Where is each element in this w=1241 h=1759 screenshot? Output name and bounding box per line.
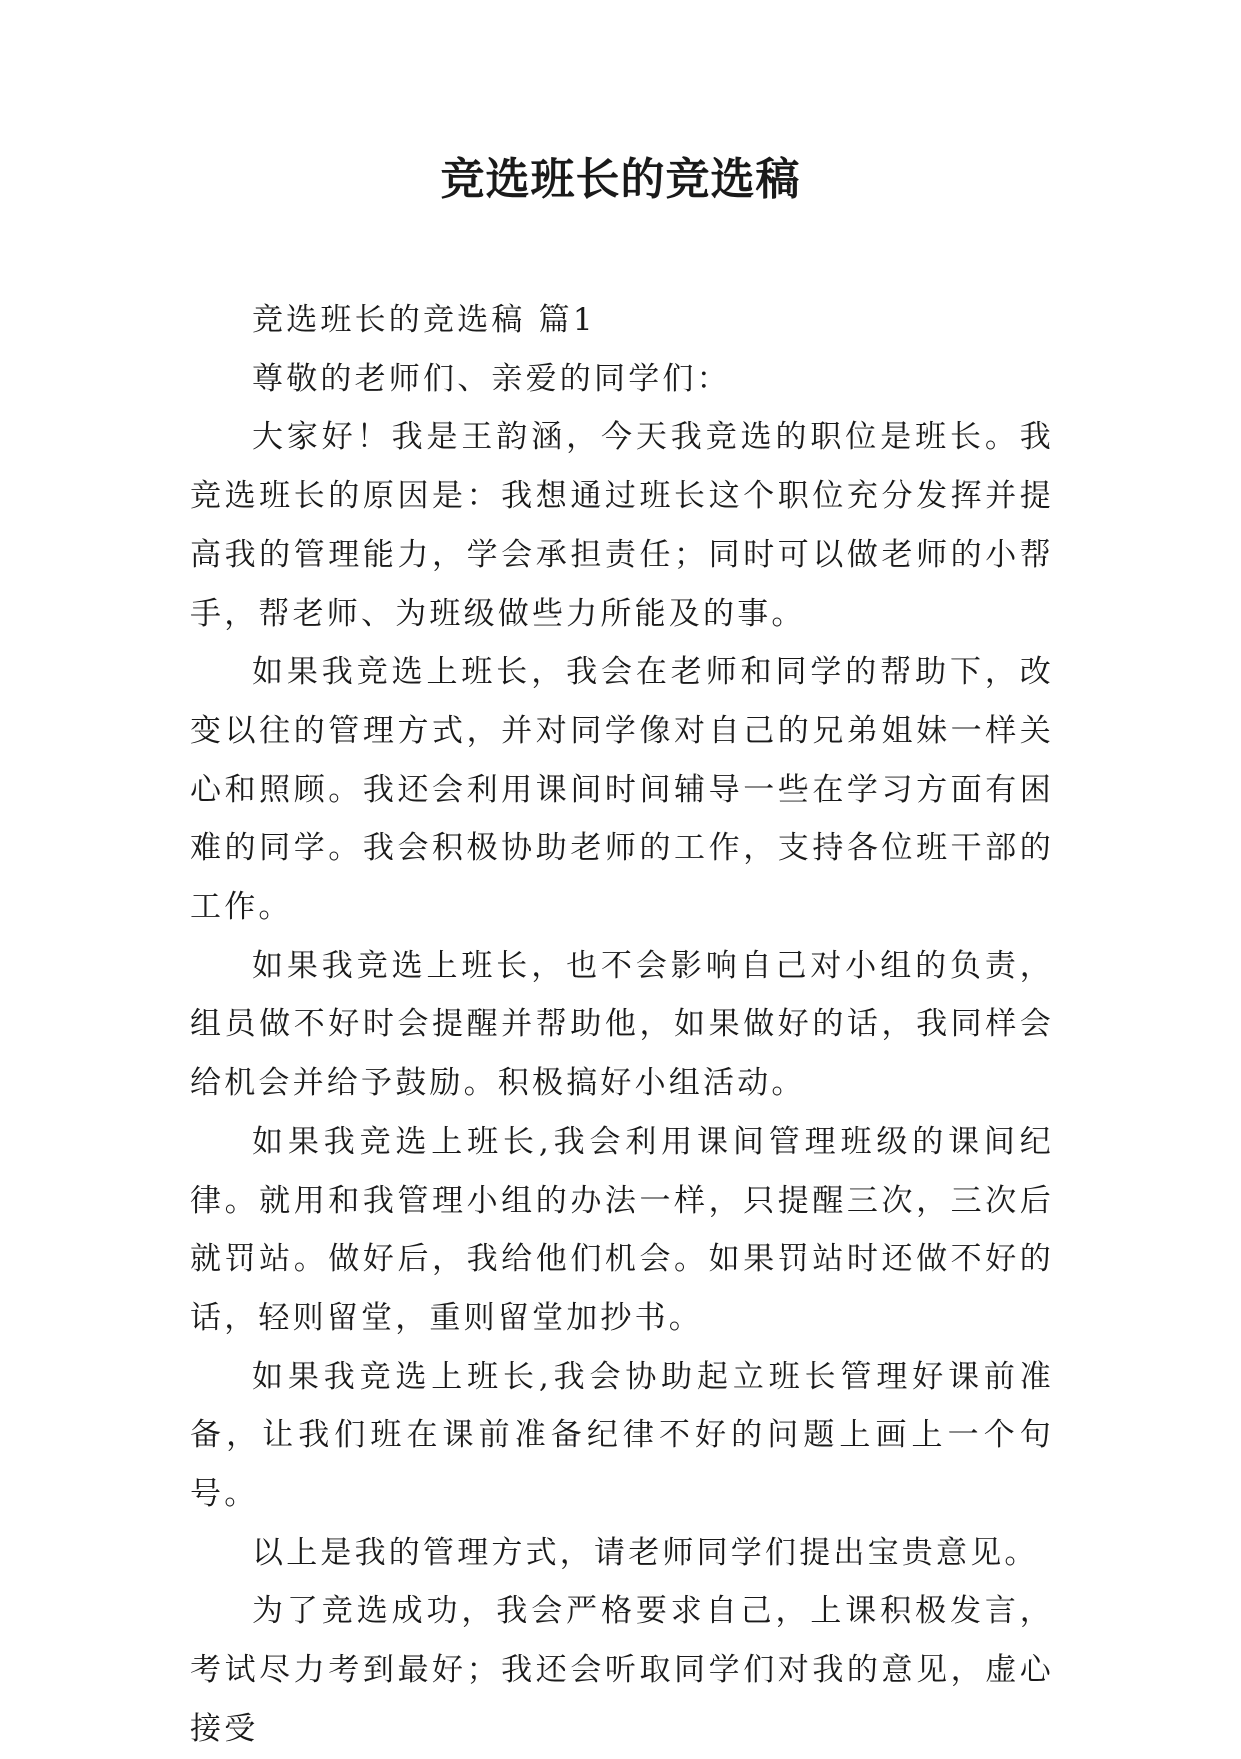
salutation: 尊敬的老师们、亲爱的同学们： <box>252 360 731 397</box>
body-paragraph: 如果我竞选上班长，也不会影响自己对小组的负责，组员做不好时会提醒并帮助他，如果做好的话，我同样会给机会并给予鼓励。积极搞好小组活动。 <box>190 947 1054 1102</box>
body-paragraph: 如果我竞选上班长，我会在老师和同学的帮助下，改变以往的管理方式，并对同学像对自己的兄弟姐妹一样关心和照顾。我还会利用课间时间辅导一些在学习方面有困难的同学。我会积极协助老师的工作，支持各位班干部的工作。 <box>190 654 1054 926</box>
body-paragraph: 大家好！我是王韵涵，今天我竞选的职位是班长。我竞选班长的原因是：我想通过班长这个职位充分发挥并提高我的管理能力，学会承担责任；同时可以做老师的小帮手，帮老师、为班级做些力所能及的事。 <box>190 419 1054 632</box>
document-title: 竞选班长的竞选稿 <box>440 154 801 205</box>
section-heading: 竞选班长的竞选稿 篇1 <box>252 302 596 338</box>
body-paragraph: 如果我竞选上班长,我会协助起立班长管理好课前准备，让我们班在课前准备纪律不好的问题上画上一个句号。 <box>190 1358 1054 1513</box>
document-body <box>190 291 1054 1759</box>
body-paragraph: 为了竞选成功，我会严格要求自己，上课积极发言，考试尽力考到最好；我还会听取同学们对我的意见，虚心接受 <box>190 1593 1054 1747</box>
body-paragraph: 以上是我的管理方式，请老师同学们提出宝贵意见。 <box>252 1534 1039 1571</box>
body-paragraph: 如果我竞选上班长,我会利用课间管理班级的课间纪律。就用和我管理小组的办法一样，只提醒三次，三次后就罚站。做好后，我给他们机会。如果罚站时还做不好的话，轻则留堂，重则留堂加抄书。 <box>190 1123 1054 1336</box>
